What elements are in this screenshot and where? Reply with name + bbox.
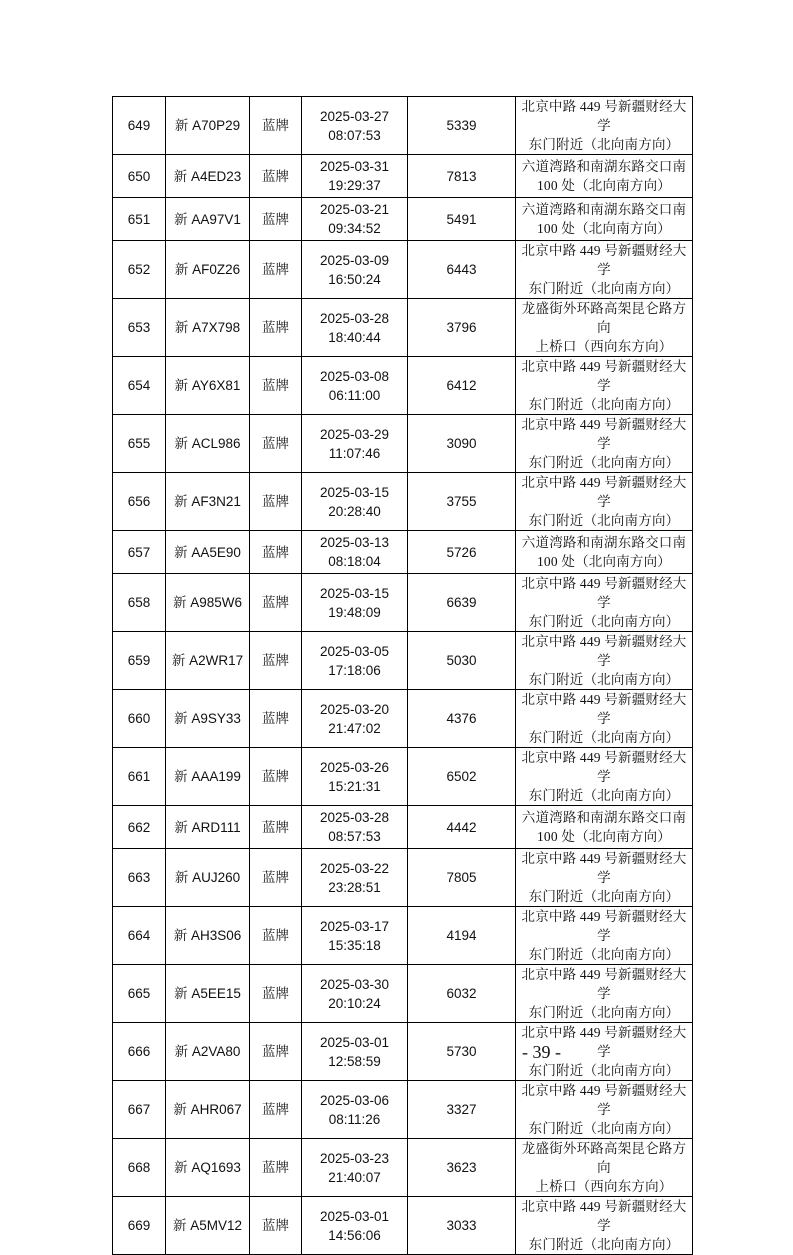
amount-cell: 4442 xyxy=(408,806,516,849)
plate-number-cell: 新 AUJ260 xyxy=(166,849,250,907)
location-line-1: 北京中路 449 号新疆财经大学 xyxy=(521,634,687,668)
time-text: 20:10:24 xyxy=(328,995,381,1011)
amount-cell: 6412 xyxy=(408,357,516,415)
location-line-1: 龙盛街外环路高架昆仑路方向 xyxy=(521,301,687,335)
location-cell xyxy=(516,1197,693,1255)
location-line-1: 北京中路 449 号新疆财经大学 xyxy=(521,1025,687,1059)
plate-number-cell: 新 ACL986 xyxy=(166,415,250,473)
location-line-1: 六道湾路和南湖东路交口南 xyxy=(521,202,687,217)
date-text: 2025-03-01 xyxy=(319,1034,390,1050)
amount-cell: 5030 xyxy=(408,632,516,690)
table-row xyxy=(113,473,693,531)
time-text: 08:07:53 xyxy=(328,127,381,143)
table-row xyxy=(113,415,693,473)
location-line-1: 北京中路 449 号新疆财经大学 xyxy=(521,692,687,726)
date-text: 2025-03-08 xyxy=(319,368,390,384)
row-number-cell: 662 xyxy=(113,806,166,849)
plate-number-cell: 新 A7X798 xyxy=(166,299,250,357)
time-text: 08:11:26 xyxy=(328,1111,381,1127)
page-number: - 39 - xyxy=(522,1042,561,1062)
datetime-cell xyxy=(302,357,408,415)
location-line-1: 北京中路 449 号新疆财经大学 xyxy=(521,750,687,784)
amount-cell: 5491 xyxy=(408,198,516,241)
location-line-2: 东门附近（北向南方向） xyxy=(528,947,680,962)
plate-color-cell: 蓝牌 xyxy=(250,198,302,241)
datetime-cell xyxy=(302,473,408,531)
location-cell xyxy=(516,155,693,198)
location-cell xyxy=(516,1081,693,1139)
amount-cell: 5339 xyxy=(408,97,516,155)
plate-number-cell: 新 AAA199 xyxy=(166,748,250,806)
table-row xyxy=(113,97,693,155)
date-text: 2025-03-15 xyxy=(319,585,390,601)
plate-color-cell: 蓝牌 xyxy=(250,241,302,299)
location-cell xyxy=(516,907,693,965)
location-line-1: 北京中路 449 号新疆财经大学 xyxy=(521,1083,687,1117)
time-text: 06:11:00 xyxy=(328,387,381,403)
date-text: 2025-03-20 xyxy=(319,701,390,717)
row-number-cell: 661 xyxy=(113,748,166,806)
location-cell xyxy=(516,849,693,907)
row-number-cell: 660 xyxy=(113,690,166,748)
table-row xyxy=(113,907,693,965)
location-cell xyxy=(516,965,693,1023)
time-text: 15:21:31 xyxy=(328,778,381,794)
location-line-2: 100 处（北向南方向） xyxy=(536,178,672,193)
datetime-cell xyxy=(302,632,408,690)
row-number-cell: 663 xyxy=(113,849,166,907)
location-line-2: 东门附近（北向南方向） xyxy=(528,614,680,629)
date-text: 2025-03-22 xyxy=(319,860,390,876)
row-number-cell: 656 xyxy=(113,473,166,531)
table-row xyxy=(113,299,693,357)
row-number-cell: 668 xyxy=(113,1139,166,1197)
plate-color-cell: 蓝牌 xyxy=(250,1139,302,1197)
location-cell xyxy=(516,632,693,690)
location-line-1: 六道湾路和南湖东路交口南 xyxy=(521,810,687,825)
amount-cell: 4194 xyxy=(408,907,516,965)
row-number-cell: 659 xyxy=(113,632,166,690)
table-row xyxy=(113,632,693,690)
location-line-1: 六道湾路和南湖东路交口南 xyxy=(521,159,687,174)
plate-color-cell: 蓝牌 xyxy=(250,806,302,849)
location-line-2: 东门附近（北向南方向） xyxy=(528,455,680,470)
location-line-1: 北京中路 449 号新疆财经大学 xyxy=(521,475,687,509)
row-number-cell: 655 xyxy=(113,415,166,473)
time-text: 23:28:51 xyxy=(328,879,381,895)
date-text: 2025-03-15 xyxy=(319,484,390,500)
datetime-cell xyxy=(302,907,408,965)
plate-color-cell: 蓝牌 xyxy=(250,690,302,748)
row-number-cell: 664 xyxy=(113,907,166,965)
table-row xyxy=(113,748,693,806)
location-line-1: 北京中路 449 号新疆财经大学 xyxy=(521,576,687,610)
plate-color-cell: 蓝牌 xyxy=(250,357,302,415)
datetime-cell xyxy=(302,690,408,748)
location-line-2: 东门附近（北向南方向） xyxy=(528,1237,680,1252)
row-number-cell: 666 xyxy=(113,1023,166,1081)
location-cell xyxy=(516,748,693,806)
amount-cell: 5726 xyxy=(408,531,516,574)
table-row xyxy=(113,965,693,1023)
plate-number-cell: 新 A70P29 xyxy=(166,97,250,155)
date-text: 2025-03-17 xyxy=(319,918,390,934)
time-text: 18:40:44 xyxy=(328,329,381,345)
location-line-2: 上桥口（西向东方向） xyxy=(535,1179,673,1194)
date-text: 2025-03-26 xyxy=(319,759,390,775)
location-line-2: 东门附近（北向南方向） xyxy=(528,137,680,152)
location-line-2: 东门附近（北向南方向） xyxy=(528,730,680,745)
time-text: 12:58:59 xyxy=(328,1053,381,1069)
plate-number-cell: 新 A5MV12 xyxy=(166,1197,250,1255)
plate-number-cell: 新 A2WR17 xyxy=(166,632,250,690)
location-cell xyxy=(516,1139,693,1197)
plate-number-cell: 新 AH3S06 xyxy=(166,907,250,965)
time-text: 19:29:37 xyxy=(328,178,381,193)
plate-color-cell: 蓝牌 xyxy=(250,907,302,965)
date-text: 2025-03-29 xyxy=(319,426,390,442)
table-row xyxy=(113,690,693,748)
datetime-cell xyxy=(302,299,408,357)
location-line-1: 北京中路 449 号新疆财经大学 xyxy=(521,359,687,393)
time-text: 21:40:07 xyxy=(328,1169,381,1185)
amount-cell: 4376 xyxy=(408,690,516,748)
datetime-cell xyxy=(302,1197,408,1255)
table-row xyxy=(113,357,693,415)
location-cell xyxy=(516,473,693,531)
plate-number-cell: 新 AA5E90 xyxy=(166,531,250,574)
time-text: 21:47:02 xyxy=(328,720,381,736)
plate-number-cell: 新 AY6X81 xyxy=(166,357,250,415)
datetime-cell xyxy=(302,415,408,473)
amount-cell: 3755 xyxy=(408,473,516,531)
location-line-2: 上桥口（西向东方向） xyxy=(535,339,673,354)
date-text: 2025-03-28 xyxy=(319,810,390,825)
row-number-cell: 669 xyxy=(113,1197,166,1255)
amount-cell: 3090 xyxy=(408,415,516,473)
date-text: 2025-03-27 xyxy=(319,108,390,124)
date-text: 2025-03-01 xyxy=(319,1208,390,1224)
table-row xyxy=(113,1081,693,1139)
datetime-cell xyxy=(302,965,408,1023)
row-number-cell: 653 xyxy=(113,299,166,357)
plate-number-cell: 新 A2VA80 xyxy=(166,1023,250,1081)
plate-color-cell: 蓝牌 xyxy=(250,299,302,357)
plate-color-cell: 蓝牌 xyxy=(250,415,302,473)
date-text: 2025-03-06 xyxy=(319,1092,390,1108)
datetime-cell xyxy=(302,1081,408,1139)
plate-color-cell: 蓝牌 xyxy=(250,1197,302,1255)
location-line-1: 六道湾路和南湖东路交口南 xyxy=(521,535,687,550)
location-line-2: 东门附近（北向南方向） xyxy=(528,672,680,687)
plate-color-cell: 蓝牌 xyxy=(250,155,302,198)
location-line-1: 北京中路 449 号新疆财经大学 xyxy=(521,1199,687,1233)
location-line-1: 北京中路 449 号新疆财经大学 xyxy=(521,851,687,885)
plate-color-cell: 蓝牌 xyxy=(250,632,302,690)
plate-number-cell: 新 AA97V1 xyxy=(166,198,250,241)
date-text: 2025-03-05 xyxy=(319,643,390,659)
amount-cell: 7805 xyxy=(408,849,516,907)
plate-color-cell: 蓝牌 xyxy=(250,849,302,907)
location-cell xyxy=(516,97,693,155)
time-text: 09:34:52 xyxy=(328,221,381,236)
plate-number-cell: 新 A9SY33 xyxy=(166,690,250,748)
time-text: 08:18:04 xyxy=(328,554,381,569)
table-row xyxy=(113,1197,693,1255)
amount-cell: 3623 xyxy=(408,1139,516,1197)
time-text: 11:07:46 xyxy=(328,445,381,461)
table-row xyxy=(113,574,693,632)
date-text: 2025-03-21 xyxy=(319,202,390,217)
row-number-cell: 665 xyxy=(113,965,166,1023)
plate-number-cell: 新 AF3N21 xyxy=(166,473,250,531)
location-line-1: 北京中路 449 号新疆财经大学 xyxy=(521,243,687,277)
amount-cell: 6032 xyxy=(408,965,516,1023)
date-text: 2025-03-28 xyxy=(319,310,390,326)
date-text: 2025-03-31 xyxy=(319,159,390,174)
datetime-cell xyxy=(302,155,408,198)
plate-color-cell: 蓝牌 xyxy=(250,1081,302,1139)
plate-color-cell: 蓝牌 xyxy=(250,531,302,574)
row-number-cell: 654 xyxy=(113,357,166,415)
location-line-2: 东门附近（北向南方向） xyxy=(528,889,680,904)
row-number-cell: 658 xyxy=(113,574,166,632)
time-text: 14:56:06 xyxy=(328,1227,381,1243)
amount-cell: 6443 xyxy=(408,241,516,299)
amount-cell: 5730 xyxy=(408,1023,516,1081)
table-row xyxy=(113,849,693,907)
records-table-container xyxy=(112,96,692,1255)
datetime-cell xyxy=(302,849,408,907)
location-line-2: 东门附近（北向南方向） xyxy=(528,281,680,296)
plate-color-cell: 蓝牌 xyxy=(250,748,302,806)
time-text: 16:50:24 xyxy=(328,271,381,287)
location-line-2: 东门附近（北向南方向） xyxy=(528,1121,680,1136)
location-line-1: 龙盛街外环路高架昆仑路方向 xyxy=(521,1141,687,1175)
plate-color-cell: 蓝牌 xyxy=(250,1023,302,1081)
time-text: 17:18:06 xyxy=(328,662,381,678)
table-row xyxy=(113,198,693,241)
location-line-2: 100 处（北向南方向） xyxy=(536,554,672,569)
amount-cell: 6502 xyxy=(408,748,516,806)
amount-cell: 3033 xyxy=(408,1197,516,1255)
location-cell xyxy=(516,574,693,632)
table-row xyxy=(113,241,693,299)
location-line-2: 东门附近（北向南方向） xyxy=(528,513,680,528)
plate-number-cell: 新 AF0Z26 xyxy=(166,241,250,299)
time-text: 20:28:40 xyxy=(328,503,381,519)
datetime-cell xyxy=(302,1139,408,1197)
location-cell xyxy=(516,299,693,357)
row-number-cell: 667 xyxy=(113,1081,166,1139)
plate-color-cell: 蓝牌 xyxy=(250,473,302,531)
datetime-cell xyxy=(302,574,408,632)
location-line-1: 北京中路 449 号新疆财经大学 xyxy=(521,417,687,451)
datetime-cell xyxy=(302,531,408,574)
location-line-2: 东门附近（北向南方向） xyxy=(528,1063,680,1078)
row-number-cell: 657 xyxy=(113,531,166,574)
datetime-cell xyxy=(302,198,408,241)
datetime-cell xyxy=(302,241,408,299)
plate-number-cell: 新 ARD111 xyxy=(166,806,250,849)
location-line-2: 东门附近（北向南方向） xyxy=(528,788,680,803)
plate-number-cell: 新 AQ1693 xyxy=(166,1139,250,1197)
location-line-2: 东门附近（北向南方向） xyxy=(528,397,680,412)
row-number-cell: 651 xyxy=(113,198,166,241)
table-row xyxy=(113,531,693,574)
amount-cell: 3327 xyxy=(408,1081,516,1139)
records-table xyxy=(112,96,693,1255)
row-number-cell: 652 xyxy=(113,241,166,299)
datetime-cell xyxy=(302,806,408,849)
amount-cell: 3796 xyxy=(408,299,516,357)
table-row xyxy=(113,1139,693,1197)
location-line-2: 东门附近（北向南方向） xyxy=(528,1005,680,1020)
location-line-1: 北京中路 449 号新疆财经大学 xyxy=(521,967,687,1001)
location-cell xyxy=(516,690,693,748)
location-cell xyxy=(516,531,693,574)
location-line-2: 100 处（北向南方向） xyxy=(536,221,672,236)
row-number-cell: 649 xyxy=(113,97,166,155)
plate-number-cell: 新 A5EE15 xyxy=(166,965,250,1023)
location-line-1: 北京中路 449 号新疆财经大学 xyxy=(521,99,687,133)
date-text: 2025-03-30 xyxy=(319,976,390,992)
table-row xyxy=(113,806,693,849)
plate-color-cell: 蓝牌 xyxy=(250,574,302,632)
location-cell xyxy=(516,198,693,241)
plate-number-cell: 新 A985W6 xyxy=(166,574,250,632)
location-line-2: 100 处（北向南方向） xyxy=(536,829,672,844)
plate-color-cell: 蓝牌 xyxy=(250,965,302,1023)
records-table-body xyxy=(113,97,693,1255)
date-text: 2025-03-13 xyxy=(319,535,390,550)
plate-number-cell: 新 A4ED23 xyxy=(166,155,250,198)
datetime-cell xyxy=(302,97,408,155)
plate-color-cell: 蓝牌 xyxy=(250,97,302,155)
amount-cell: 7813 xyxy=(408,155,516,198)
location-cell xyxy=(516,806,693,849)
location-cell xyxy=(516,241,693,299)
time-text: 19:48:09 xyxy=(328,604,381,620)
time-text: 15:35:18 xyxy=(328,937,381,953)
location-cell xyxy=(516,357,693,415)
amount-cell: 6639 xyxy=(408,574,516,632)
plate-number-cell: 新 AHR067 xyxy=(166,1081,250,1139)
datetime-cell xyxy=(302,748,408,806)
row-number-cell: 650 xyxy=(113,155,166,198)
table-row xyxy=(113,155,693,198)
time-text: 08:57:53 xyxy=(328,829,381,844)
location-line-1: 北京中路 449 号新疆财经大学 xyxy=(521,909,687,943)
date-text: 2025-03-09 xyxy=(319,252,390,268)
date-text: 2025-03-23 xyxy=(319,1150,390,1166)
location-cell xyxy=(516,415,693,473)
